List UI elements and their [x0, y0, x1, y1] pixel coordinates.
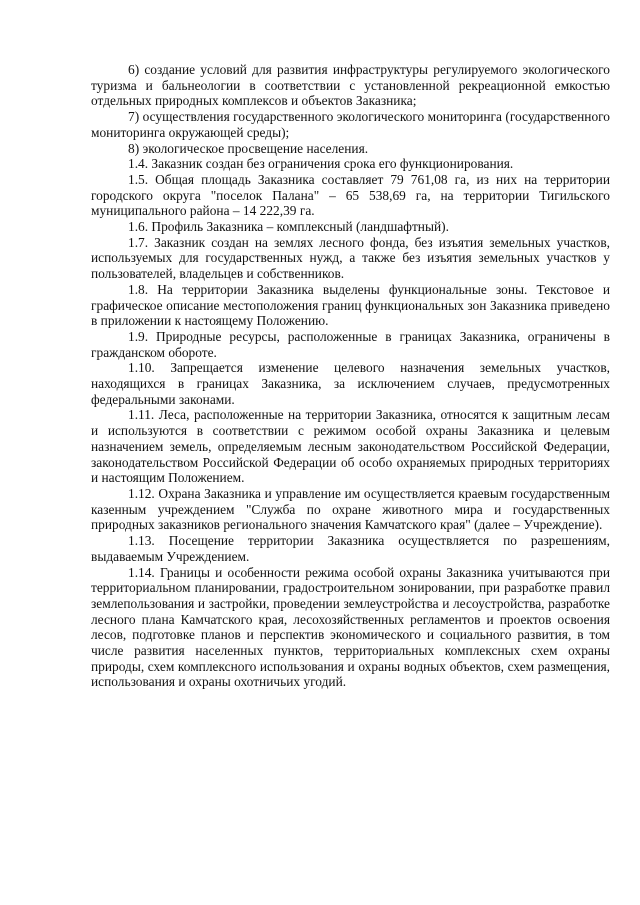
paragraph-1-11: 1.11. Леса, расположенные на территории Заказника, относятся к защитным лесам и используются в соответствии с режимом особой охраны Заказника и целевым назначением земель, определяемым лесным законодательством Российской Федерации, законодательством Российской Федерации об особо охраняемых природных территориях и настоящим Положением.	[91, 407, 610, 486]
paragraph-1-12: 1.12. Охрана Заказника и управление им осуществляется краевым государственным казенным учреждением "Служба по охране животного мира и государственных природных заказников регионального значения Камчатского края" (далее – Учреждение).	[91, 485, 610, 533]
paragraph-1-14: 1.14. Границы и особенности режима особой охраны Заказника учитываются при территориальном планировании, градостроительном зонировании, при разработке правил землепользования и застройки, проведении землеустройства и лесоустройства, разработке лесного плана Камчатского края, лесохозяйственных регламентов и проектов освоения лесов, подготовке планов и перспектив экономического и социального развития, в том числе развития населенных пунктов, территориальных комплексных схем охраны природы, схем комплексного использования и охраны водных объектов, схем размещения, использования и охраны охотничьих угодий.	[91, 564, 610, 690]
paragraph-1-7: 1.7. Заказник создан на землях лесного фонда, без изъятия земельных участков, используемых для государственных нужд, а также без изъятия земельных участков у пользователей, владельцев и собственников.	[91, 234, 610, 282]
paragraph-1-5: 1.5. Общая площадь Заказника составляет 79 761,08 га, из них на территории городского округа "поселок Палана" – 65 538,69 га, на территории Тигильского муниципального района – 14 222,39 га.	[91, 171, 610, 219]
paragraph-1-6: 1.6. Профиль Заказника – комплексный (ландшафтный).	[128, 219, 449, 235]
paragraph-1-8: 1.8. На территории Заказника выделены функциональные зоны. Текстовое и графическое описание местоположения границ функциональных зон Заказника приведено в приложении к настоящему Положению.	[91, 281, 610, 329]
paragraph-1-10: 1.10. Запрещается изменение целевого назначения земельных участков, находящихся в границах Заказника, за исключением случаев, предусмотренных федеральными законами.	[91, 360, 610, 407]
paragraph-1-9: 1.9. Природные ресурсы, расположенные в границах Заказника, ограничены в гражданском обороте.	[91, 328, 610, 360]
paragraph-1-4: 1.4. Заказник создан без ограничения срока его функционирования.	[128, 156, 514, 172]
paragraph-item-6: 6) создание условий для развития инфраструктуры регулируемого экологического туризма и бальнеологии в соответствии с установленной рекреационной емкостью отдельных природных комплексов и объектов Заказника;	[91, 62, 610, 109]
paragraph-1-13: 1.13. Посещение территории Заказника осуществляется по разрешениям, выдаваемым Учреждением.	[91, 533, 610, 564]
paragraph-item-7: 7) осуществления государственного экологического мониторинга (государственного мониторинга окружающей среды);	[91, 109, 610, 140]
paragraph-item-8: 8) экологическое просвещение населения.	[128, 140, 369, 156]
